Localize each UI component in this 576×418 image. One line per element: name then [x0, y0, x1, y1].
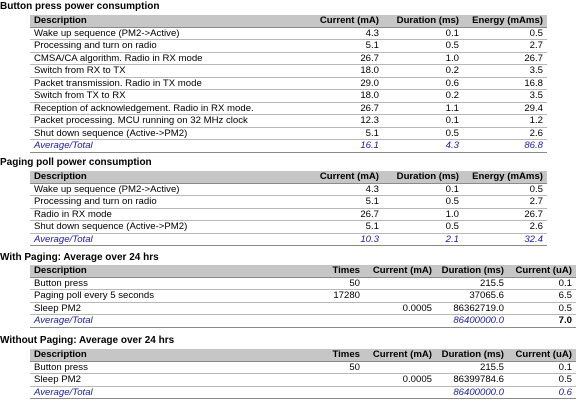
table-cell: 1.1: [383, 102, 463, 115]
table-cell: 18.0: [303, 90, 383, 103]
table-cell: 5.1: [303, 221, 383, 234]
table-row: [30, 90, 547, 103]
table-cell: 0.5: [383, 40, 463, 53]
column-header: Description: [30, 349, 230, 361]
column-header: Duration (ms): [436, 349, 508, 361]
table-cell: 0.1: [383, 27, 463, 40]
table-cell: 0.1: [508, 277, 576, 290]
table-cell: 26.7: [463, 208, 547, 221]
section-title-without-paging: Without Paging: Average over 24 hrs: [0, 335, 175, 346]
table-cell: 86399784.6: [436, 374, 508, 387]
average-total-row: [30, 386, 576, 399]
table-cell: 32.4: [463, 233, 547, 246]
table-cell: 0.5: [383, 196, 463, 209]
table-cell: 4.3: [303, 183, 383, 196]
table-row: [30, 208, 547, 221]
table-cell: 86362719.0: [436, 302, 508, 315]
table-cell: 0.0005: [364, 374, 436, 387]
table-row: [30, 65, 547, 78]
column-header: Description: [30, 15, 303, 27]
table-row: [30, 290, 576, 303]
average-total-row: [30, 140, 547, 153]
column-header: Current (mA): [364, 349, 436, 361]
table-cell: 215.5: [436, 277, 508, 290]
table-row: [30, 40, 547, 53]
table-cell: 3.5: [463, 65, 547, 78]
column-header: Description: [30, 265, 230, 277]
column-header: Times: [230, 265, 364, 277]
table-cell: 0.5: [383, 221, 463, 234]
table-cell: 5.1: [303, 40, 383, 53]
table-cell: Sleep PM2: [30, 374, 230, 387]
table-row: [30, 77, 547, 90]
table-cell: 0.6: [508, 386, 576, 399]
column-header: Duration (ms): [436, 265, 508, 277]
table-row: [30, 27, 547, 40]
table-cell: 215.5: [436, 361, 508, 374]
table-cell: 86400000.0: [436, 315, 508, 328]
table-cell: 5.1: [303, 127, 383, 140]
with-paging-table: [30, 265, 576, 328]
table-cell: 0.1: [508, 361, 576, 374]
table-cell: 1.0: [383, 52, 463, 65]
table-cell: 0.5: [463, 27, 547, 40]
table-cell: 4.3: [383, 140, 463, 153]
table-cell: Wake up sequence (PM2->Active): [30, 183, 303, 196]
table-cell: 6.5: [508, 290, 576, 303]
column-header: Times: [230, 349, 364, 361]
table-cell: 16.1: [303, 140, 383, 153]
column-header: Description: [30, 171, 303, 183]
column-header: Current (uA): [508, 349, 576, 361]
average-total-row: [30, 315, 576, 328]
section-title-button-press: Button press power consumption: [0, 1, 160, 12]
without-paging-table: [30, 349, 576, 399]
table-cell: 18.0: [303, 65, 383, 78]
table-header-row: [30, 265, 576, 277]
table-cell: [230, 315, 364, 328]
table-row: [30, 115, 547, 128]
column-header: Current (mA): [303, 15, 383, 27]
table-cell: Button press: [30, 277, 230, 290]
table-row: [30, 102, 547, 115]
table-cell: Processing and turn on radio: [30, 196, 303, 209]
table-row: [30, 183, 547, 196]
table-row: [30, 277, 576, 290]
table-cell: Average/Total: [30, 233, 303, 246]
table-cell: Shut down sequence (Active->PM2): [30, 221, 303, 234]
table-cell: Shut down sequence (Active->PM2): [30, 127, 303, 140]
table-cell: [364, 361, 436, 374]
table-cell: Packet transmission. Radio in TX mode: [30, 77, 303, 90]
average-total-row: [30, 233, 547, 246]
table-cell: 17280: [230, 290, 364, 303]
table-cell: [364, 277, 436, 290]
table-row: [30, 196, 547, 209]
table-cell: Button press: [30, 361, 230, 374]
table-cell: Average/Total: [30, 315, 230, 328]
table-cell: 2.7: [463, 196, 547, 209]
table-cell: Switch from TX to RX: [30, 90, 303, 103]
table-cell: 10.3: [303, 233, 383, 246]
table-header-row: [30, 349, 576, 361]
table-cell: 16.8: [463, 77, 547, 90]
column-header: Current (mA): [364, 265, 436, 277]
table-cell: 2.7: [463, 40, 547, 53]
table-cell: 86.8: [463, 140, 547, 153]
table-cell: [230, 386, 364, 399]
paging-poll-table: [30, 171, 547, 246]
table-cell: 29.0: [303, 77, 383, 90]
table-cell: 1.2: [463, 115, 547, 128]
table-cell: CMSA/CA algorithm. Radio in RX mode: [30, 52, 303, 65]
table-cell: 26.7: [463, 52, 547, 65]
table-cell: Processing and turn on radio: [30, 40, 303, 53]
table-cell: 4.3: [303, 27, 383, 40]
table-cell: Paging poll every 5 seconds: [30, 290, 230, 303]
table-cell: [364, 386, 436, 399]
table-cell: 0.1: [383, 183, 463, 196]
table-cell: 26.7: [303, 52, 383, 65]
button-press-table: [30, 15, 547, 153]
table-row: [30, 221, 547, 234]
column-header: Energy (mAms): [463, 171, 547, 183]
table-header-row: [30, 15, 547, 27]
table-cell: Average/Total: [30, 140, 303, 153]
section-title-with-paging: With Paging: Average over 24 hrs: [0, 252, 159, 263]
table-cell: Sleep PM2: [30, 302, 230, 315]
table-row: [30, 127, 547, 140]
table-row: [30, 52, 547, 65]
table-cell: Reception of acknowledgement. Radio in RX mode.: [30, 102, 303, 115]
column-header: Duration (ms): [383, 15, 463, 27]
table-cell: [364, 290, 436, 303]
table-cell: 26.7: [303, 102, 383, 115]
table-cell: 86400000.0: [436, 386, 508, 399]
table-row: [30, 361, 576, 374]
table-cell: 0.2: [383, 65, 463, 78]
column-header: Current (mA): [303, 171, 383, 183]
column-header: Current (uA): [508, 265, 576, 277]
table-cell: 50: [230, 361, 364, 374]
table-row: [30, 302, 576, 315]
table-cell: [364, 315, 436, 328]
table-cell: 0.6: [383, 77, 463, 90]
table-cell: 5.1: [303, 196, 383, 209]
column-header: Duration (ms): [383, 171, 463, 183]
table-cell: 37065.6: [436, 290, 508, 303]
table-cell: 1.0: [383, 208, 463, 221]
table-cell: 0.5: [463, 183, 547, 196]
table-cell: 12.3: [303, 115, 383, 128]
table-cell: Radio in RX mode: [30, 208, 303, 221]
table-cell: 0.5: [508, 374, 576, 387]
table-cell: Packet processing. MCU running on 32 MHz clock: [30, 115, 303, 128]
table-cell: 3.5: [463, 90, 547, 103]
table-cell: 29.4: [463, 102, 547, 115]
table-cell: Wake up sequence (PM2->Active): [30, 27, 303, 40]
table-header-row: [30, 171, 547, 183]
table-cell: 0.5: [508, 302, 576, 315]
table-cell: Average/Total: [30, 386, 230, 399]
table-cell: 2.6: [463, 221, 547, 234]
table-cell: 7.0: [508, 315, 576, 328]
table-cell: 50: [230, 277, 364, 290]
table-cell: 0.0005: [364, 302, 436, 315]
table-cell: Switch from RX to TX: [30, 65, 303, 78]
section-title-paging-poll: Paging poll power consumption: [0, 157, 152, 168]
table-cell: 0.5: [383, 127, 463, 140]
column-header: Energy (mAms): [463, 15, 547, 27]
table-cell: 26.7: [303, 208, 383, 221]
table-cell: [230, 374, 364, 387]
table-cell: 2.6: [463, 127, 547, 140]
table-row: [30, 374, 576, 387]
table-cell: [230, 302, 364, 315]
table-cell: 2.1: [383, 233, 463, 246]
table-cell: 0.1: [383, 115, 463, 128]
table-cell: 0.2: [383, 90, 463, 103]
